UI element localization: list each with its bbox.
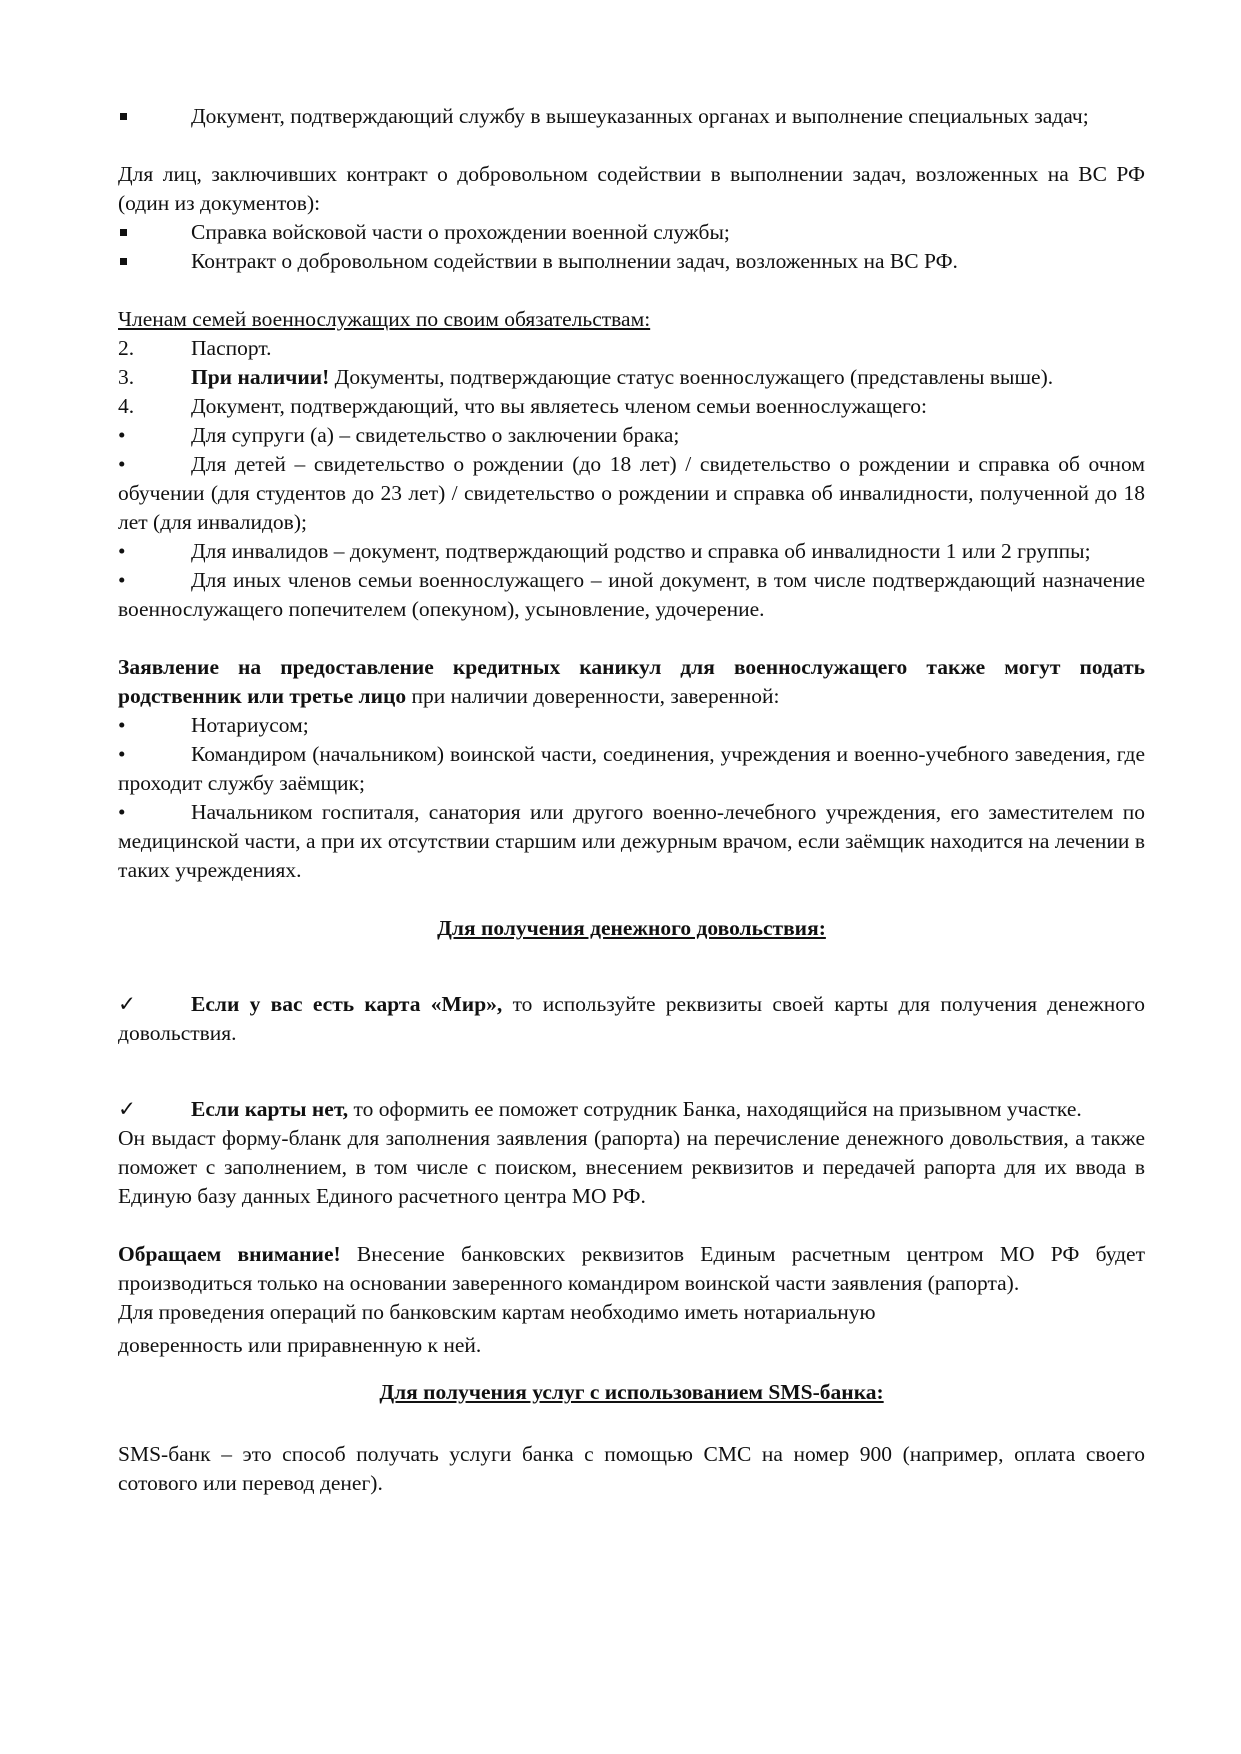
list-item-text: Начальником госпиталя, санатория или другого военно-лечебного учреждения, его заместителем по медицинской части, а при их отсутствии старшим или дежурным врачом, если заёмщик находится на лечении в таких учреждениях. bbox=[118, 800, 1145, 882]
notary-line-2: доверенность или приравненную к ней. bbox=[118, 1333, 482, 1357]
list-item bbox=[118, 102, 1145, 131]
document-page bbox=[118, 102, 1145, 1498]
numbered-item-text: Документ, подтверждающий, что вы являетесь членом семьи военнослужащего: bbox=[191, 394, 927, 418]
list-item bbox=[118, 566, 1145, 624]
square-bullet-icon bbox=[118, 247, 191, 276]
check-item bbox=[118, 990, 1145, 1048]
allowance-heading: Для получения денежного довольствия: bbox=[437, 916, 826, 940]
list-item-text: Для инвалидов – документ, подтверждающий родство и справка об инвалидности 1 или 2 группы; bbox=[191, 539, 1091, 563]
list-item-text: Командиром (начальником) воинской части, соединения, учреждения и военно-учебного заведения, где проходит службу заёмщик; bbox=[118, 742, 1145, 795]
item-number: 4. bbox=[118, 394, 135, 418]
checkmark-icon: ✓ bbox=[118, 992, 137, 1016]
family-section-title bbox=[118, 305, 1145, 334]
list-item-text: Документ, подтверждающий службу в вышеуказанных органах и выполнение специальных задач; bbox=[191, 104, 1089, 128]
list-item-text: Справка войсковой части о прохождении военной службы; bbox=[191, 220, 730, 244]
contract-intro: Для лиц, заключивших контракт о добровольном содействии в выполнении задач, возложенных на ВС РФ (один из документов): bbox=[118, 162, 1145, 215]
allowance-paragraph: Он выдаст форму-бланк для заполнения заявления (рапорта) на перечисление денежного довольствия, а также поможет с заполнением, в том числе с поиском, внесением реквизитов и передачей рапорта для их ввода в Единую базу данных Единого расчетного центра МО РФ. bbox=[118, 1126, 1145, 1208]
list-item bbox=[118, 450, 1145, 537]
proxy-text: при наличии доверенности, заверенной: bbox=[406, 684, 780, 708]
numbered-item-text: Документы, подтверждающие статус военнослужащего (представлены выше). bbox=[329, 365, 1054, 389]
attention-label: Обращаем внимание! bbox=[118, 1242, 341, 1266]
bullet-icon: • bbox=[118, 800, 126, 824]
numbered-item-text: Паспорт. bbox=[191, 336, 272, 360]
check-item-bold: Если карты нет, bbox=[191, 1097, 349, 1121]
square-bullet-icon bbox=[118, 218, 191, 247]
check-item-text: то оформить ее поможет сотрудник Банка, находящийся на призывном участке. bbox=[348, 1097, 1082, 1121]
sms-heading: Для получения услуг с использованием SMS-банка: bbox=[379, 1380, 884, 1404]
bullet-icon: • bbox=[118, 742, 126, 766]
checkmark-icon: ✓ bbox=[118, 1097, 137, 1121]
proxy-bold-text: Заявление на предоставление кредитных каникул для военнослужащего также могут подать родственник или третье лицо bbox=[118, 655, 1145, 708]
list-item-text: Контракт о добровольном содействии в выполнении задач, возложенных на ВС РФ. bbox=[191, 249, 958, 273]
list-item-text: Для детей – свидетельство о рождении (до 18 лет) / свидетельство о рождении и справка об очном обучении (для студентов до 23 лет) / свидетельство о рождении и справка об инвалидности, полученной до 18 лет (для инвалидов); bbox=[118, 452, 1145, 534]
list-item bbox=[118, 218, 1145, 247]
if-available-label: При наличии! bbox=[191, 365, 330, 389]
attention-paragraph bbox=[118, 1240, 1145, 1298]
numbered-item bbox=[118, 363, 1145, 392]
list-item-text: Для иных членов семьи военнослужащего – иной документ, в том числе подтверждающий назначение военнослужащего попечителем (опекуном), усыновление, удочерение. bbox=[118, 568, 1145, 621]
list-item bbox=[118, 740, 1145, 798]
notary-line-1: Для проведения операций по банковским картам необходимо иметь нотариальную bbox=[118, 1300, 876, 1324]
square-bullet-icon bbox=[118, 102, 191, 131]
check-item bbox=[118, 1095, 1145, 1124]
bullet-icon: • bbox=[118, 452, 126, 476]
item-number: 2. bbox=[118, 336, 135, 360]
sms-paragraph: SMS-банк – это способ получать услуги банка с помощью СМС на номер 900 (например, оплата своего сотового или перевод денег). bbox=[118, 1442, 1145, 1495]
list-item-text: Нотариусом; bbox=[191, 713, 309, 737]
bullet-icon: • bbox=[118, 713, 126, 737]
numbered-item bbox=[118, 334, 1145, 363]
bullet-icon: • bbox=[118, 568, 126, 592]
family-title-text: Членам семей военнослужащих по своим обязательствам: bbox=[118, 307, 651, 331]
list-item bbox=[118, 247, 1145, 276]
bullet-icon: • bbox=[118, 539, 126, 563]
list-item bbox=[118, 711, 1145, 740]
check-item-bold: Если у вас есть карта «Мир», bbox=[191, 992, 503, 1016]
list-item bbox=[118, 421, 1145, 450]
bullet-icon: • bbox=[118, 423, 126, 447]
check-item-text: то используйте реквизиты своей карты для получения денежного довольствия. bbox=[118, 992, 1145, 1045]
list-item-text: Для супруги (а) – свидетельство о заключении брака; bbox=[191, 423, 680, 447]
attention-text: Внесение банковских реквизитов Единым расчетным центром МО РФ будет производиться только на основании заверенного командиром воинской части заявления (рапорта). bbox=[118, 1242, 1145, 1295]
list-item bbox=[118, 537, 1145, 566]
proxy-paragraph bbox=[118, 653, 1145, 711]
item-number: 3. bbox=[118, 365, 135, 389]
numbered-item bbox=[118, 392, 1145, 421]
list-item bbox=[118, 798, 1145, 885]
